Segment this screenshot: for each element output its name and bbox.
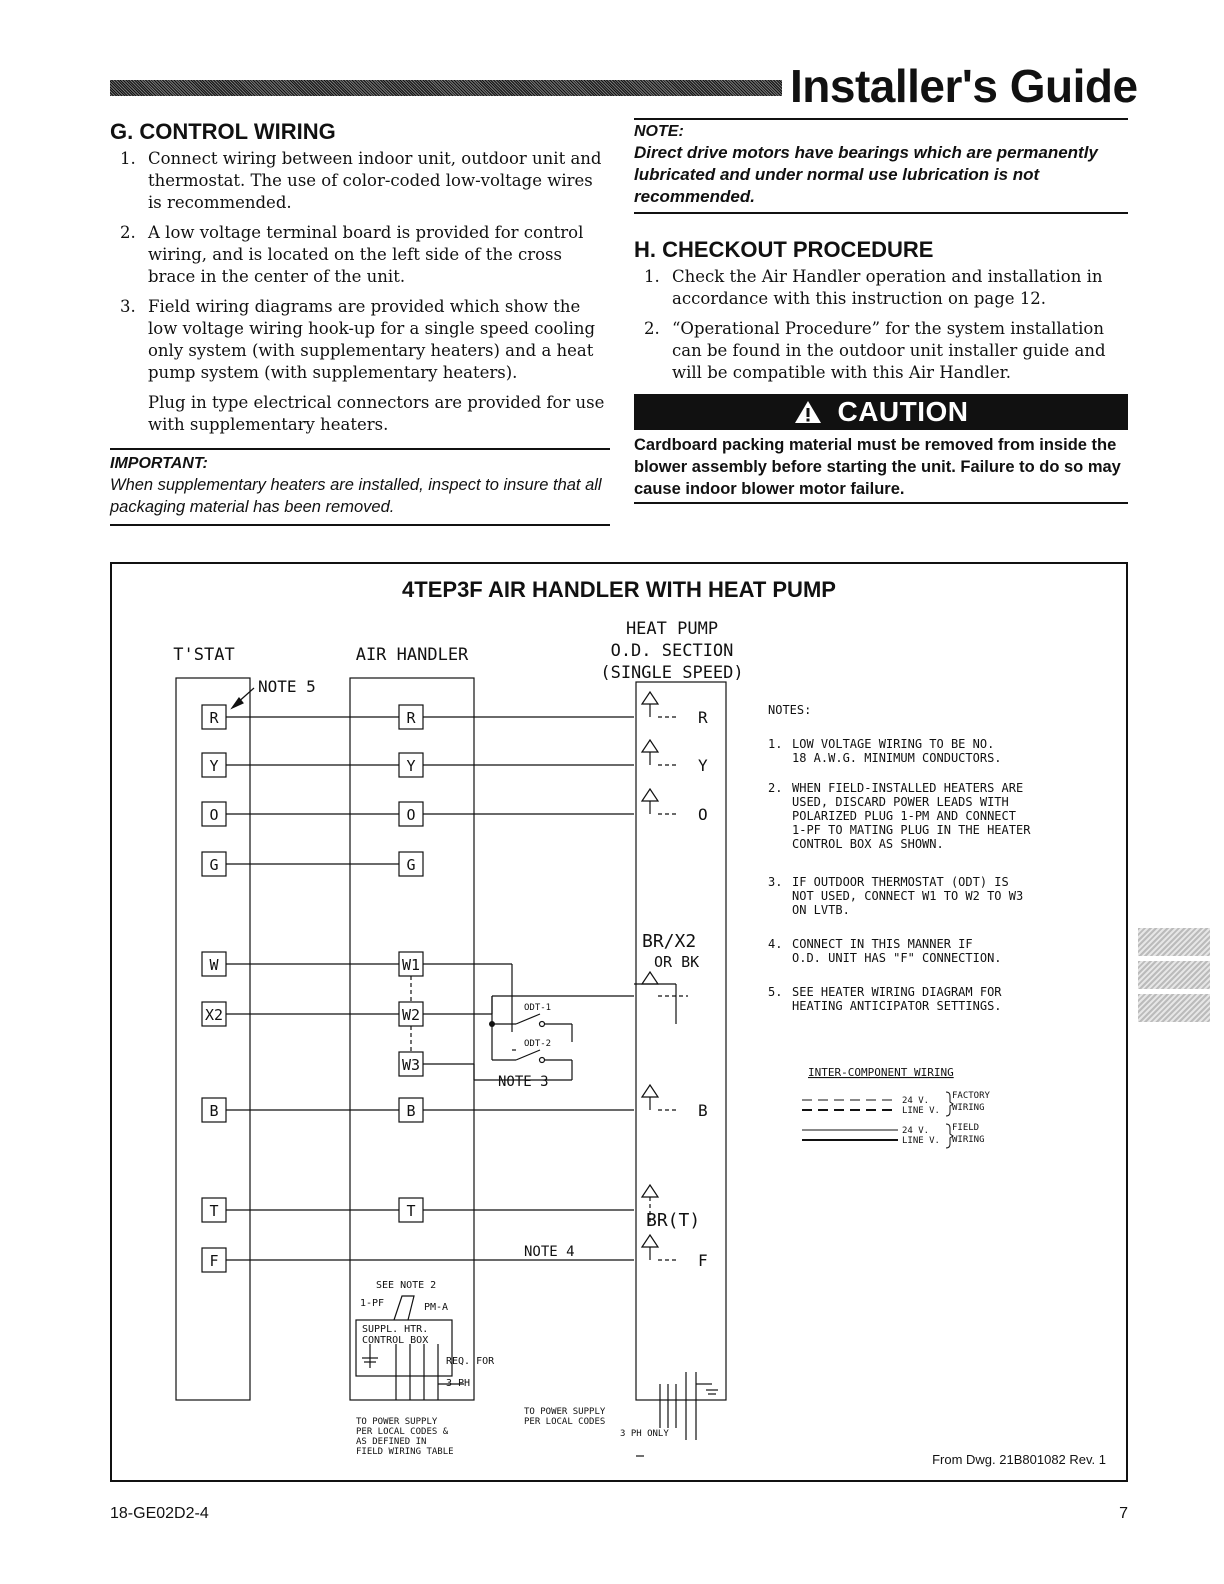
legend-lines bbox=[802, 1100, 898, 1140]
note4-label: NOTE 4 bbox=[524, 1244, 575, 1260]
plug-1pf-label: 1-PF bbox=[360, 1298, 385, 1309]
heat-pump-heading: HEAT PUMP bbox=[625, 619, 719, 639]
thumb-index-tabs bbox=[1138, 928, 1210, 1027]
air-handler-heading: AIR HANDLER bbox=[355, 645, 469, 665]
see-note2-label: SEE NOTE 2 bbox=[376, 1280, 437, 1291]
three-ph-only-label: 3 PH ONLY bbox=[620, 1429, 669, 1439]
note-line: 18 A.W.G. MINIMUM CONDUCTORS. bbox=[792, 751, 1002, 765]
note-text: Direct drive motors have bearings which are permanently lubricated and under normal use lubrication is not recommended. bbox=[634, 143, 1098, 206]
ah-terminal-label: W3 bbox=[401, 1056, 421, 1074]
ah-terminal-label: W1 bbox=[401, 956, 421, 974]
terminal-wires bbox=[226, 717, 676, 1260]
right-column bbox=[634, 118, 1128, 504]
wiring-diagram bbox=[110, 562, 1128, 1482]
hp-label: F bbox=[698, 1251, 708, 1270]
page-number: 7 bbox=[1119, 1505, 1128, 1522]
important-box bbox=[110, 448, 610, 526]
hp-label: B bbox=[698, 1101, 708, 1120]
control-box-label: CONTROL BOX bbox=[362, 1335, 429, 1346]
legend-wiring: WIRING bbox=[952, 1135, 985, 1145]
note-line: CONTROL BOX AS SHOWN. bbox=[792, 837, 944, 851]
plug-paragraph: Plug in type electrical connectors are provided for use with supplementary heaters. bbox=[148, 393, 605, 434]
ah-terminal-label: W2 bbox=[401, 1006, 421, 1024]
note-line: LOW VOLTAGE WIRING TO BE NO. bbox=[792, 737, 995, 751]
list-item: 1. Connect wiring between indoor unit, outdoor unit and thermostat. The use of color-coded low-voltage wires is recommended. bbox=[120, 149, 602, 212]
power-left-line: FIELD WIRING TABLE bbox=[356, 1447, 454, 1457]
od-section-heading: O.D. SECTION bbox=[610, 641, 734, 661]
diagram-title: 4TEP3F AIR HANDLER WITH HEAT PUMP bbox=[402, 577, 836, 602]
note-line: IF OUTDOOR THERMOSTAT (ODT) IS bbox=[792, 875, 1009, 889]
note-number: 4. bbox=[768, 937, 783, 951]
thumb-tab bbox=[1138, 961, 1210, 989]
tstat-terminal-label: Y bbox=[209, 757, 219, 775]
note-line: WHEN FIELD-INSTALLED HEATERS ARE bbox=[792, 781, 1024, 795]
legend-factory: FACTORY bbox=[952, 1091, 990, 1101]
heat-pump-connectors bbox=[642, 692, 688, 1260]
tstat-box bbox=[176, 678, 250, 1400]
tstat-terminal-label: T bbox=[209, 1202, 219, 1220]
hp-label: R bbox=[698, 708, 708, 727]
header-rule bbox=[110, 80, 782, 96]
legend-24v: 24 V. bbox=[902, 1126, 930, 1136]
note-number: 1. bbox=[768, 737, 783, 751]
checkout-steps bbox=[634, 266, 1128, 384]
list-item: 2. A low voltage terminal board is provided for control wiring, and is located on the left side of the cross brace in the center of the unit. bbox=[120, 223, 584, 286]
br-t-label: BR(T) bbox=[646, 1210, 701, 1231]
note-number: 5. bbox=[768, 985, 783, 999]
legend-wiring: WIRING bbox=[952, 1103, 985, 1113]
note-line: HEATING ANTICIPATOR SETTINGS. bbox=[792, 999, 1002, 1013]
power-left-line: TO POWER SUPPLY bbox=[356, 1417, 438, 1427]
section-h-title: H. CHECKOUT PROCEDURE bbox=[634, 237, 934, 262]
note-number: 3. bbox=[768, 875, 783, 889]
section-control-wiring bbox=[110, 118, 610, 526]
page-title: Installer's Guide bbox=[790, 60, 1138, 112]
air-handler-box bbox=[350, 678, 474, 1400]
important-label: IMPORTANT: bbox=[110, 455, 208, 472]
note-label: NOTE: bbox=[634, 123, 684, 140]
tstat-terminal-label: F bbox=[209, 1252, 219, 1270]
note5-label: NOTE 5 bbox=[258, 677, 316, 696]
power-supply-leads bbox=[636, 1372, 718, 1456]
suppl-htr-label: SUPPL. HTR. bbox=[362, 1324, 429, 1335]
list-item: 2. “Operational Procedure” for the system installation can be found in the outdoor unit installer guide and will be compatible with this Air Handler. bbox=[644, 319, 1106, 382]
plug-pma-label: PM-A bbox=[424, 1302, 449, 1313]
document-id: 18-GE02D2-4 bbox=[110, 1505, 209, 1522]
ah-terminal-label: T bbox=[406, 1202, 416, 1220]
tstat-terminal-label: B bbox=[209, 1102, 219, 1120]
or-bk-label: OR BK bbox=[654, 953, 700, 971]
tstat-terminal-label: R bbox=[209, 709, 219, 727]
caution-banner bbox=[634, 394, 1128, 430]
ah-terminal-label: G bbox=[406, 856, 416, 874]
note-number: 2. bbox=[768, 781, 783, 795]
power-mid-line: TO POWER SUPPLY bbox=[524, 1407, 606, 1417]
odt2-label: ODT-2 bbox=[524, 1039, 552, 1049]
tstat-terminal-label: O bbox=[209, 806, 219, 824]
ah-terminal-label: R bbox=[406, 709, 416, 727]
legend-line-v: LINE V. bbox=[902, 1106, 940, 1116]
three-ph-label: 3 PH bbox=[446, 1378, 471, 1389]
power-left-line: PER LOCAL CODES & bbox=[356, 1427, 449, 1437]
note-line: O.D. UNIT HAS "F" CONNECTION. bbox=[792, 951, 1002, 965]
note-line: NOT USED, CONNECT W1 TO W2 TO W3 bbox=[792, 889, 1024, 903]
note-line: POLARIZED PLUG 1-PM AND CONNECT bbox=[792, 809, 1016, 823]
caution-text: Cardboard packing material must be removed from inside the blower assembly before starting the unit. Failure to do so may cause indoor blower motor failure. bbox=[634, 430, 1128, 504]
control-wiring-steps bbox=[110, 148, 610, 384]
odt1-label: ODT-1 bbox=[524, 1003, 552, 1013]
note-box bbox=[634, 118, 1128, 214]
notes-title: NOTES: bbox=[768, 703, 812, 717]
power-left-line: AS DEFINED IN bbox=[356, 1437, 427, 1447]
list-item: 3. Field wiring diagrams are provided which show the low voltage wiring hook-up for a single speed cooling only system (with supplementary heaters) and a heat pump system (with supplementary heaters). bbox=[120, 297, 596, 382]
power-mid-line: PER LOCAL CODES bbox=[524, 1417, 606, 1427]
caution-label: CAUTION bbox=[837, 396, 969, 427]
note-line: CONNECT IN THIS MANNER IF bbox=[792, 937, 973, 951]
legend-24v: 24 V. bbox=[902, 1096, 930, 1106]
single-speed-heading: (SINGLE SPEED) bbox=[600, 663, 744, 683]
hp-label: O bbox=[698, 805, 708, 824]
req-for-label: REQ. FOR bbox=[446, 1356, 495, 1367]
br-x2-label: BR/X2 bbox=[642, 931, 697, 952]
drawing-source: From Dwg. 21B801082 Rev. 1 bbox=[932, 1452, 1106, 1467]
note-line: 1-PF TO MATING PLUG IN THE HEATER bbox=[792, 823, 1031, 837]
note-line: ON LVTB. bbox=[792, 903, 850, 917]
ah-terminal-label: O bbox=[406, 806, 416, 824]
note-line: SEE HEATER WIRING DIAGRAM FOR bbox=[792, 985, 1002, 999]
ah-terminal-label: B bbox=[406, 1102, 416, 1120]
tstat-terminal-label: X2 bbox=[204, 1006, 224, 1024]
ah-terminal-label: Y bbox=[406, 757, 416, 775]
thumb-tab bbox=[1138, 928, 1210, 956]
note-line: USED, DISCARD POWER LEADS WITH bbox=[792, 795, 1009, 809]
tstat-terminal-label: W bbox=[209, 956, 219, 974]
legend-line-v: LINE V. bbox=[902, 1136, 940, 1146]
thumb-tab bbox=[1138, 994, 1210, 1022]
note3-label: NOTE 3 bbox=[498, 1074, 549, 1090]
section-g-title: G. CONTROL WIRING bbox=[110, 119, 336, 144]
warning-triangle-icon bbox=[793, 399, 823, 425]
tstat-heading: T'STAT bbox=[173, 645, 235, 665]
hp-label: Y bbox=[698, 756, 708, 775]
tstat-terminal-label: G bbox=[209, 856, 219, 874]
list-item: 1. Check the Air Handler operation and installation in accordance with this instruction on page 12. bbox=[644, 267, 1103, 308]
legend-field: FIELD bbox=[952, 1123, 980, 1133]
wiring-diagram-svg bbox=[112, 564, 1126, 1480]
important-text: When supplementary heaters are installed, inspect to insure that all packaging material has been removed. bbox=[110, 476, 602, 516]
legend-title: INTER-COMPONENT WIRING bbox=[808, 1066, 954, 1079]
